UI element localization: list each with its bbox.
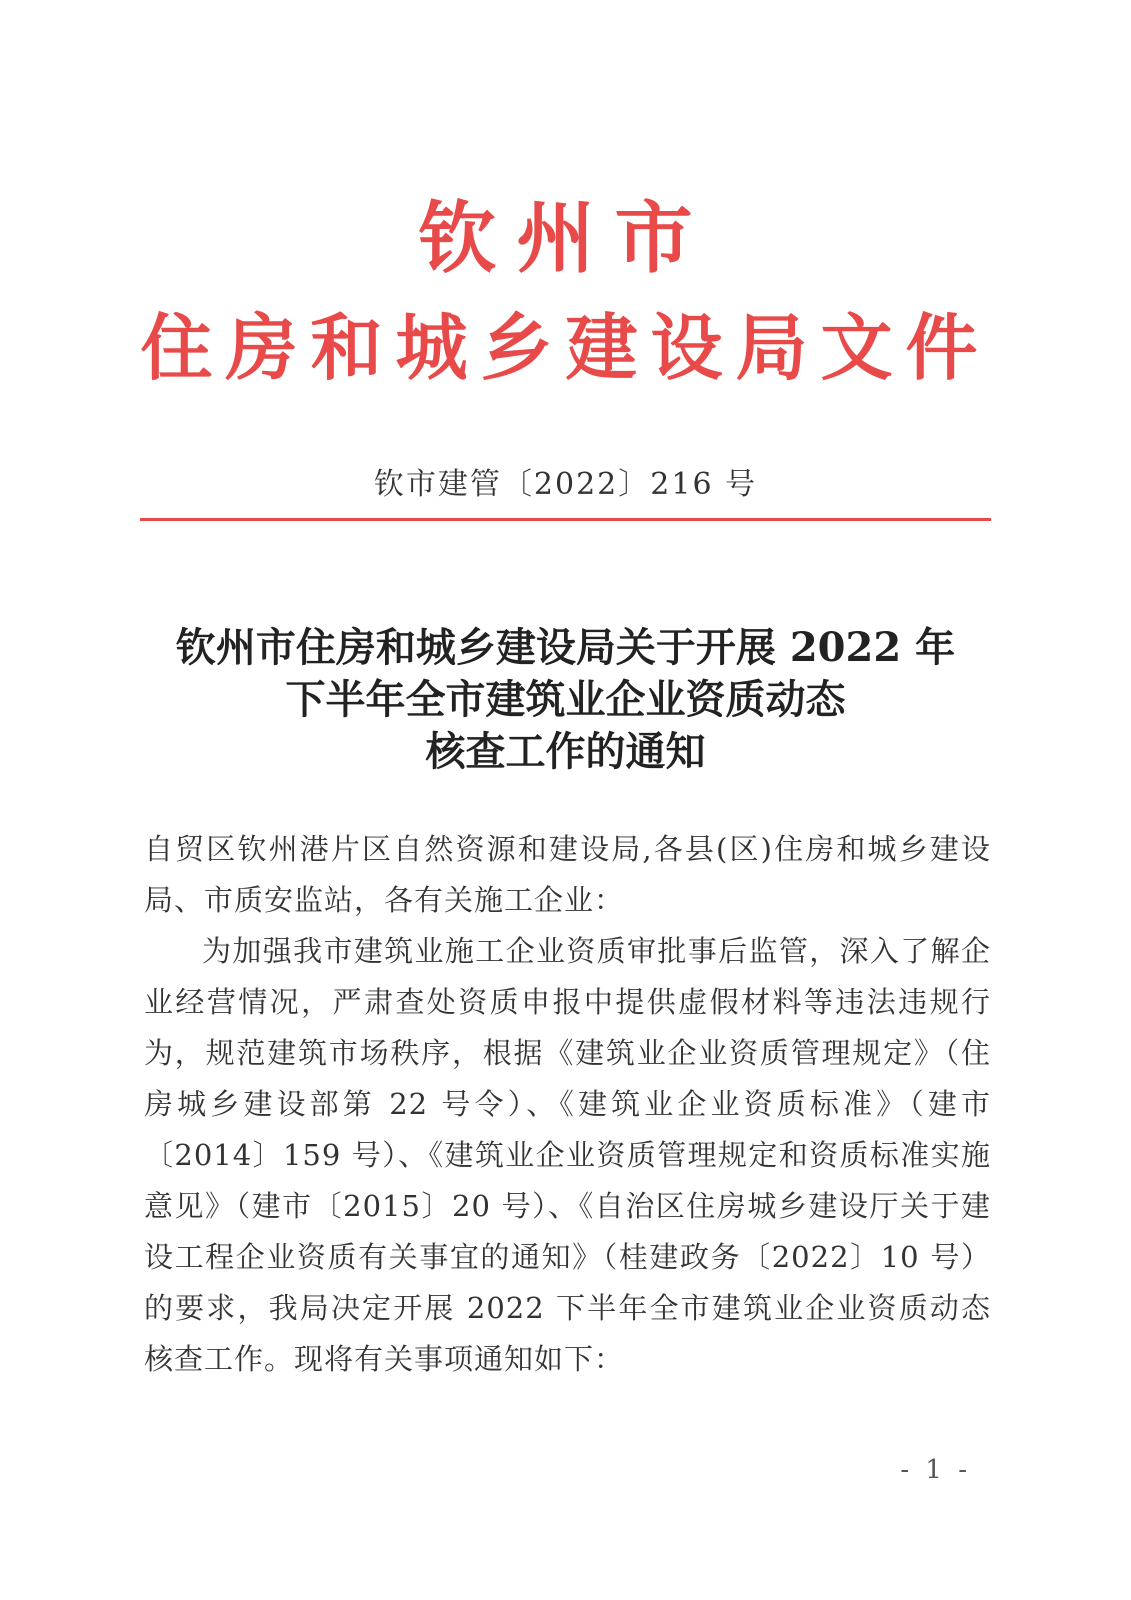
title-line-2: 下半年全市建筑业企业资质动态 [285,676,846,723]
document-title [140,622,991,778]
title-line-1: 钦州市住房和城乡建设局关于开展 2022 年 [175,624,956,671]
recipients: 自贸区钦州港片区自然资源和建设局,各县(区)住房和城乡建设局、市质安监站，各有关施工企业： [144,832,991,917]
page-number: - 1 - [900,1455,971,1485]
body-paragraph-1: 为加强我市建筑业施工企业资质审批事后监管，深入了解企业经营情况，严肃查处资质申报中提供虚假材料等违法违规行为，规范建筑市场秩序，根据《建筑业企业资质管理规定》（住房城乡建设部第 22 号令）、《建筑业企业资质标准》（建市〔2014〕159 号）、《建筑业企业资质管理规定和资质标准实施意见》（建市〔2015〕20 号）、《自治区住房城乡建设厅关于建设工程企业资质有关事宜的通知》（桂建政务〔2022〕10 号）的要求，我局决定开展 2022 下半年全市建筑业企业资质动态核查工作。现将有关事项通知如下： [144,934,991,1376]
issuer-header-line1: 钦州市 [418,193,713,284]
issuer-header-line2: 住房和城乡建设局文件 [140,305,991,390]
title-line-3: 核查工作的通知 [425,728,706,775]
document-body [144,824,991,1385]
red-divider [140,518,991,521]
document-number: 钦市建管〔2022〕216 号 [373,467,758,502]
